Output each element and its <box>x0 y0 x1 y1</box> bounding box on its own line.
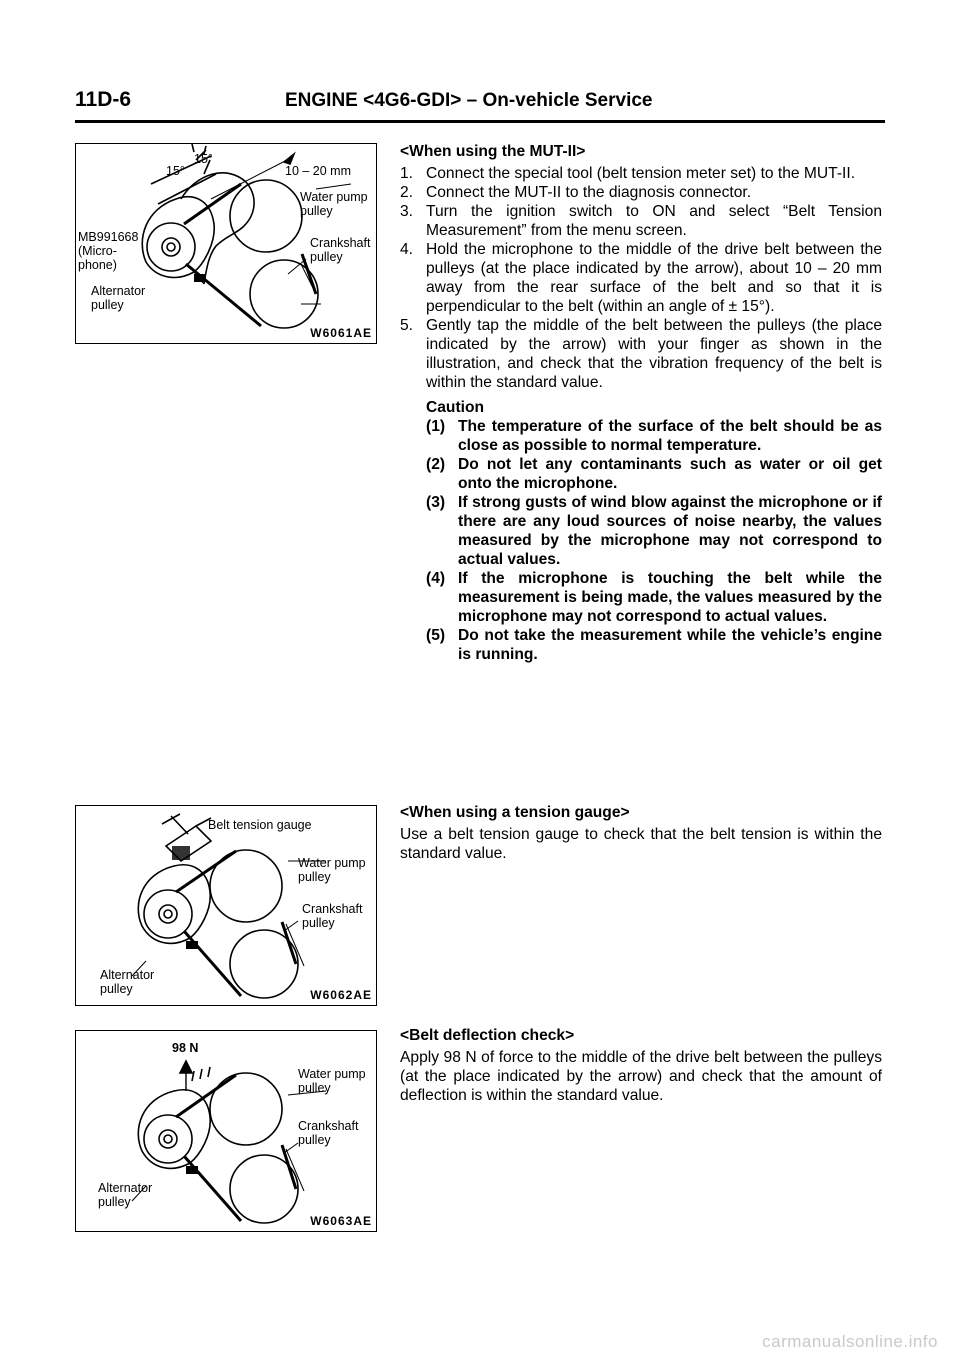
crankshaft-label: Crankshaft pulley <box>298 1119 359 1147</box>
figure-mut-belt-tension <box>75 143 377 344</box>
figure-belt-deflection <box>75 1030 377 1232</box>
step: 5. Gently tap the middle of the belt between the pulleys (the place indicated by the arrow) with your finger as shown in the illustration, and check that the vibration frequency of the belt is within the standard value. <box>400 317 882 391</box>
alternator-label: Alternator pulley <box>98 1181 153 1209</box>
step-text: Connect the special tool (belt tension meter set) to the MUT-II. <box>426 165 856 182</box>
tool-label: MB991668 (Micro- phone) <box>78 230 139 272</box>
caution-item: (5) Do not take the measurement while the vehicle’s engine is running. <box>426 627 882 663</box>
step: 3. Turn the ignition switch to ON and select “Belt Tension Measurement” from the menu screen. <box>400 203 882 239</box>
caution-text: The temperature of the surface of the belt should be as close as possible to normal temperature. <box>458 418 882 454</box>
crankshaft-label: Crankshaft pulley <box>302 902 363 930</box>
distance-label: 10 – 20 mm <box>285 164 352 178</box>
water-pump-label: Water pump pulley <box>298 856 366 884</box>
caution-item: (3) If strong gusts of wind blow against the microphone or if there are any loud sources of noise nearby, the values measured by the microphone may not correspond to actual values. <box>426 494 882 568</box>
caution-list <box>426 417 882 664</box>
step-text: Connect the MUT-II to the diagnosis connector. <box>426 184 752 201</box>
section-text: Apply 98 N of force to the middle of the drive belt between the pulleys (at the place indicated by the arrow) and check that the amount of deflection is within the standard value. <box>400 1049 882 1104</box>
page-title: ENGINE <4G6-GDI> – On-vehicle Service <box>285 90 653 111</box>
section-text: Use a belt tension gauge to check that the belt tension is within the standard value. <box>400 826 882 862</box>
caution-item: (4) If the microphone is touching the belt while the measurement is being made, the values measured by the microphone may not correspond to actual values. <box>426 570 882 625</box>
step-text: Hold the microphone to the middle of the drive belt between the pulleys (at the place indicated by the arrow), about 10 – 20 mm away from the rear surface of the belt and so that it is perpendicular to the belt (within an angle of ± 15°). <box>426 241 882 315</box>
page-header <box>75 84 885 124</box>
section-mut <box>400 142 882 664</box>
caution-text: If the microphone is touching the belt while the measurement is being made, the values measured by the microphone may not correspond to actual values. <box>458 570 882 625</box>
section-tension-gauge <box>400 803 882 863</box>
step: 4. Hold the microphone to the middle of the drive belt between the pulleys (at the place indicated by the arrow), about 10 – 20 mm away from the rear surface of the belt and so that it is perpendicular to the belt (within an angle of ± 15°). <box>400 241 882 315</box>
caution-item: (1) The temperature of the surface of the belt should be as close as possible to normal temperature. <box>426 418 882 454</box>
section-heading: <Belt deflection check> <box>400 1027 575 1044</box>
figure-code: W6062AE <box>310 988 372 1002</box>
caution-text: Do not let any contaminants such as water or oil get onto the microphone. <box>458 456 882 492</box>
crankshaft-label: Crankshaft pulley <box>310 236 371 264</box>
step: 2. Connect the MUT-II to the diagnosis connector. <box>400 183 882 202</box>
water-pump-label: Water pump pulley <box>300 190 368 218</box>
watermark: carmanualsonline.info <box>762 1332 938 1351</box>
angle-label-right: 15° <box>194 152 213 166</box>
caution-title: Caution <box>426 399 485 416</box>
page-number: 11D-6 <box>75 88 132 111</box>
section-belt-deflection <box>400 1026 882 1105</box>
caution-text: Do not take the measurement while the vehicle’s engine is running. <box>458 627 882 663</box>
caution-item: (2) Do not let any contaminants such as water or oil get onto the microphone. <box>426 456 882 492</box>
header-rule <box>75 120 885 123</box>
caution-text: If strong gusts of wind blow against the microphone or if there are any loud sources of noise nearby, the values measured by the microphone may not correspond to actual values. <box>458 494 882 568</box>
figure-tension-gauge <box>75 805 377 1006</box>
force-label: 98 N <box>172 1041 199 1055</box>
alternator-label: Alternator pulley <box>100 968 155 996</box>
figure-code: W6063AE <box>310 1214 372 1228</box>
water-pump-label: Water pump pulley <box>298 1067 366 1095</box>
alternator-label: Alternator pulley <box>91 284 146 312</box>
step-text: Turn the ignition switch to ON and select “Belt Tension Measurement” from the menu screen. <box>426 203 882 239</box>
gauge-label: Belt tension gauge <box>208 818 312 832</box>
figure-code: W6061AE <box>310 326 372 340</box>
angle-label-left: 15° <box>166 164 185 178</box>
step-text: Gently tap the middle of the belt between the pulleys (the place indicated by the arrow) with your finger as shown in the illustration, and check that the vibration frequency of the belt is within the standard value. <box>426 317 882 391</box>
step: 1. Connect the special tool (belt tension meter set) to the MUT-II. <box>400 164 882 183</box>
section-heading: <When using the MUT-II> <box>400 143 586 160</box>
section-heading: <When using a tension gauge> <box>400 804 630 821</box>
